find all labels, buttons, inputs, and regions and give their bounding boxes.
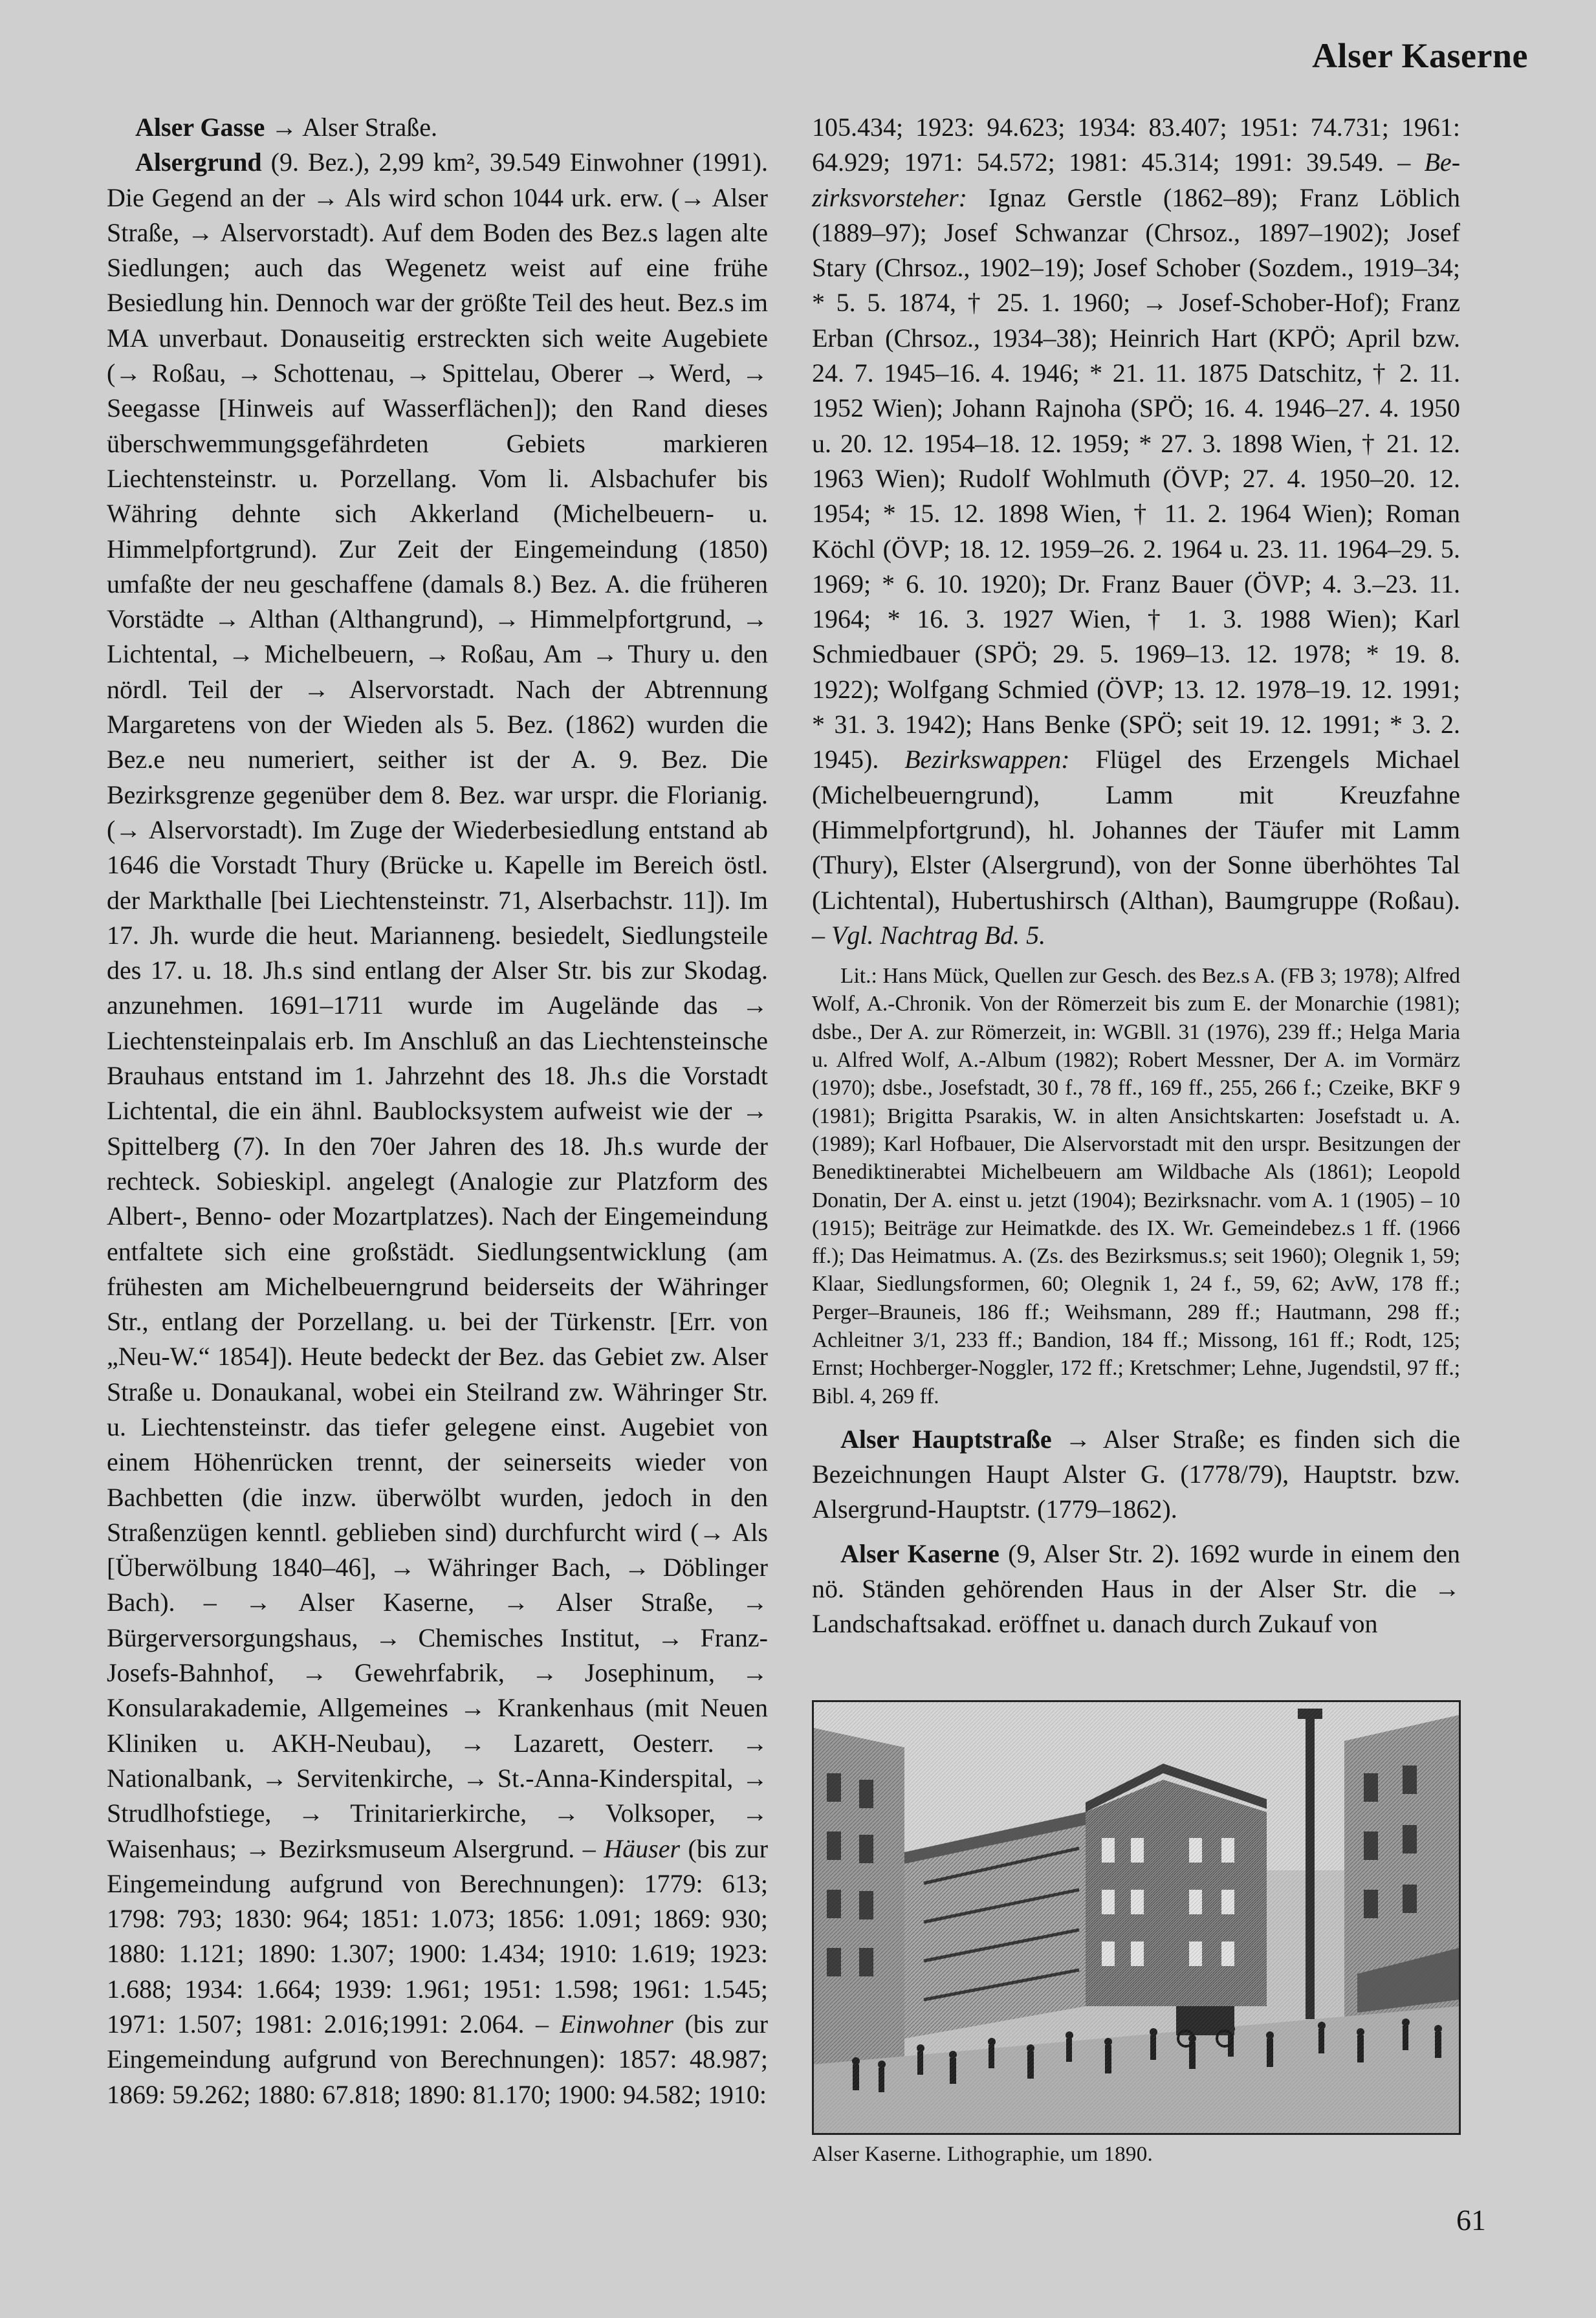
entry-body: → Alser Straße; es finden sich die Bezeichnungen Haupt Alster G. (1778/79), Hauptstr. bzw. Alsergrund-Hauptstr. (1779–1862). xyxy=(812,1424,1461,1524)
literature-block: Lit.: Hans Mück, Quellen zur Gesch. des Bez.s A. (FB 3; 1978); Alfred Wolf, A.-Chronik. Von der Römerzeit bis zum E. der Monarchie (1981); dsbe., Der A. zur Römerzeit, in: WGBll. 31 (1976), 239 ff.; Helga Maria u. Alfred Wolf, A.-Album (1982); Robert Messner, Der A. im Vormärz (1970); dsbe., Josefstadt, 30 f., 78 ff., 169 ff., 255, 266 f.; Czeike, BKF 9 (1981); Brigitta Psarakis, W. in alten Ansichtskarten: Josefstadt u. A. (1989); Karl Hofbauer, Die Alservorstadt mit den urspr. Besitzungen der Benediktinerabtei Michelbeuern am Wildbache Als (1861); Leopold Donatin, Der A. einst u. jetzt (1904); Bezirksnachr. vom A. 1 (1905) – 10 (1915); Beiträge zur Heimatkde. des IX. Wr. Gemeindebez.s 1 ff. (1966 ff.); Das Heimatmus. A. (Zs. des Bezirksmus.s; seit 1960); Olegnik 1, 59; Klaar, Siedlungsformen, 60; Olegnik 1, 24 f., 59, 62; AvW, 178 ff.; Perger–Brauneis, 186 ff.; Weihsmann, 289 ff.; Hautmann, 298 ff.; Achleitner 3/1, 233 ff.; Bandion, 184 ff.; Missong, 161 ff.; Rodt, 125; Ernst; Hochberger-Noggler, 172 ff.; Kretschmer; Lehne, Jugendstil, 97 ff.; Bibl. 4, 269 ff. xyxy=(812,964,1460,1408)
entry-head: Alser Gasse xyxy=(135,113,265,142)
vorsteher-label: Bezirksvorsteher: xyxy=(812,148,1461,212)
einwohner-continued: 105.434; 1923: 94.623; 1934: 83.407; 1951: 74.731; 1961: 64.929; 1971: 54.572; 1981: 45.314; 1991: 39.549. – xyxy=(812,113,1460,177)
haeuser-text: (bis zur Eingemeindung aufgrund von Berechnungen): 1779: 613; 1798: 793; 1830: 964; 1851: 1.073; 1856: 1.091; 1869: 930; 1880: 1.121; 1890: 1.307; 1900: 1.434; 1910: 1.619; 1923: 1.688; 1934: 1.664; 1939: 1.961; 1951: 1.598; 1961: 1.545; 1971: 1.507; 1981: 2.016;1991: 2.064. – xyxy=(107,1833,769,2039)
entry-head: Alser Hauptstraße xyxy=(840,1424,1052,1454)
page-number: 61 xyxy=(1456,2203,1486,2236)
entry-alser-kaserne xyxy=(812,1536,1460,1642)
entry-alsergrund xyxy=(107,145,768,2112)
entry-alser-gasse xyxy=(107,110,768,145)
entry-body: (9. Bez.), 2,99 km², 39.549 Einwohner (1991). Die Gegend an der → Als wird schon 1044 urk. erw. (→ Alser Straße, → Alservorstadt). Auf dem Boden des Bez.s lagen alte Siedlungen; auch das Wegenetz weist auf eine frühe Besiedlung hin. Dennoch war der größte Teil des heut. Bez.s im MA unverbaut. Donauseitig erstreckten sich weite Augebiete (→ Roßau, → Schottenau, → Spittelau, Oberer → Werd, → Seegasse [Hinweis auf Wasserflächen]); den Rand dieses überschwemmungsgefährdeten Gebiets markieren Liechtensteinstr. u. Porzellang. Vom li. Alsbachufer bis Währing dehnte sich Akkerland (Michelbeuern- u. Himmelpfortgrund). Zur Zeit der Eingemeindung (1850) umfaßte der neu geschaffene (damals 8.) Bez. A. die früheren Vorstädte → Althan (Althangrund), → Himmelpfortgrund, → Lichtental, → Michelbeuern, → Roßau, Am → Thury u. den nördl. Teil der → Alservorstadt. Nach der Abtrennung Margaretens von der Wieden als 5. Bez. (1862) wurden die Bez.e neu numeriert, seither ist der A. 9. Bez. Die Bezirksgrenze gegenüber dem 8. Bez. war urspr. die Florianig. (→ Alservorstadt). Im Zuge der Wiederbesiedlung entstand ab 1646 die Vorstadt Thury (Brücke u. Kapelle im Bereich östl. der Markthalle [bei Liechtensteinstr. 71, Alserbachstr. 11]). Im 17. Jh. wurde die heut. Marianneng. besiedelt, Siedlungsteile des 17. u. 18. Jh.s sind entlang der Alser Str. bis zur Skodag. anzunehmen. 1691–1711 wurde im Augelände das → Liechtensteinpalais erb. Im Anschluß an das Liechtensteinsche Brauhaus entstand im 1. Jahrzehnt des 18. Jh.s die Vorstadt Lichtental, die ein ähnl. Baublocksystem aufweist wie der → Spittelberg (7). In den 70er Jahren des 18. Jh.s wurde der rechteck. Sobieskipl. angelegt (Analogie zur Platzform des Albert-, Benno- oder Mozartplatzes). Nach der Eingemeindung entfaltete sich eine großstädt. Siedlungsentwicklung (am frühesten am Michelbeuerngrund beiderseits der Währinger Str., entlang der Porzellang. u. bei der Türkenstr. [Err. von „Neu-W.“ 1854]). Heute bedeckt der Bez. das Gebiet zw. Alser Straße u. Donaukanal, wobei ein Steilrand zw. Währinger Str. u. Liechtensteinstr. das tiefer gelegene einst. Augebiet von einem Höhenrücken trennt, der seinerseits wieder von Bachbetten (die inzw. überwölbt wurden, jedoch in den Straßenzügen kenntl. geblieben sind) durchfurcht wird (→ Als [Überwölbung 1840–46], → Währinger Bach, → Döblinger Bach). – → Alser Kaserne, → Alser Straße, → Bürgerversorgungshaus, → Chemisches Institut, → Franz-Josefs-Bahnhof, → Gewehrfabrik, → Josephinum, → Konsularakademie, Allgemeines → Krankenhaus (mit Neuen Kliniken u. AKH-Neubau), → Lazarett, Oesterr. → Nationalbank, → Servitenkirche, → St.-Anna-Kinderspital, → Strudlhofstiege, → Trinitarierkirche, → Volksoper, → Waisenhaus; → Bezirksmuseum Alsergrund. – xyxy=(107,148,768,1863)
entry-head: Alsergrund xyxy=(135,148,262,177)
left-column xyxy=(107,110,768,2112)
entry-alser-hauptstrasse xyxy=(812,1422,1460,1527)
kaserne-lithograph-image xyxy=(814,1702,1459,2133)
wappen-label: Bezirkswappen: xyxy=(904,745,1070,774)
figure-caption: Alser Kaserne. Lithographie, um 1890. xyxy=(812,2143,1153,2166)
einwohner-label: Einwohner xyxy=(560,2009,673,2039)
right-column xyxy=(812,110,1460,1642)
entry-body: → Alser Straße. xyxy=(271,113,437,142)
wappen-text: Flügel des Erzengels Michael (Michelbeuerngrund), Lamm mit Kreuzfahne (Himmelpfortgrund), hl. Johannes der Täufer mit Lamm (Thury), Elster (Alsergrund), von der Sonne überhöhtes Tal (Lichtental), Hubertushirsch (Althan), Baumgruppe (Roßau). – xyxy=(812,745,1461,950)
einwohner-text: (bis zur Eingemeindung aufgrund von Berechnungen): 1857: 48.987; 1869: 59.262; 1880: 67.818; 1890: 81.170; 1900: 94.582; 1910: xyxy=(107,2009,769,2109)
nachtrag-reference: Vgl. Nachtrag Bd. 5. xyxy=(831,920,1046,950)
entry-alsergrund-continued xyxy=(812,110,1460,953)
vorsteher-text: Ignaz Gerstle (1862–89); Franz Löblich (1889–97); Josef Schwanzar (Chrsoz., 1897–1902); Josef Stary (Chrsoz., 1902–19); Josef Schober (Sozdem., 1919–34; * 5. 5. 1874, † 25. 1. 1960; → Josef-Schober-Hof); Franz Erban (Chrsoz., 1934–38); Heinrich Hart (KPÖ; April bzw. 24. 7. 1945–16. 4. 1946; * 21. 11. 1875 Datschitz, † 2. 11. 1952 Wien); Johann Rajnoha (SPÖ; 16. 4. 1946–27. 4. 1950 u. 20. 12. 1954–18. 12. 1959; * 27. 3. 1898 Wien, † 21. 12. 1963 Wien); Rudolf Wohlmuth (ÖVP; 27. 4. 1950–20. 12. 1954; * 15. 12. 1898 Wien, † 11. 2. 1964 Wien); Roman Köchl (ÖVP; 18. 12. 1959–26. 2. 1964 u. 23. 11. 1964–29. 5. 1969; * 6. 10. 1920); Dr. Franz Bauer (ÖVP; 4. 3.–23. 11. 1964; * 16. 3. 1927 Wien, † 1. 3. 1988 Wien); Karl Schmiedbauer (SPÖ; 29. 5. 1969–13. 12. 1978; * 19. 8. 1922); Wolfgang Schmied (ÖVP; 13. 12. 1978–19. 12. 1991; * 31. 3. 1942); Hans Benke (SPÖ; seit 19. 12. 1991; * 3. 2. 1945). xyxy=(812,182,1460,774)
entry-body: (9, Alser Str. 2). 1692 wurde in einem den nö. Ständen gehörenden Haus in der Alser Str. die → Landschaftsakad. eröffnet u. danach durch Zukauf von xyxy=(812,1538,1461,1639)
entry-head: Alser Kaserne xyxy=(840,1538,1000,1568)
running-header: Alser Kaserne xyxy=(1312,36,1528,75)
haeuser-label: Häuser xyxy=(604,1833,681,1863)
lithograph-illustration xyxy=(812,1700,1461,2135)
